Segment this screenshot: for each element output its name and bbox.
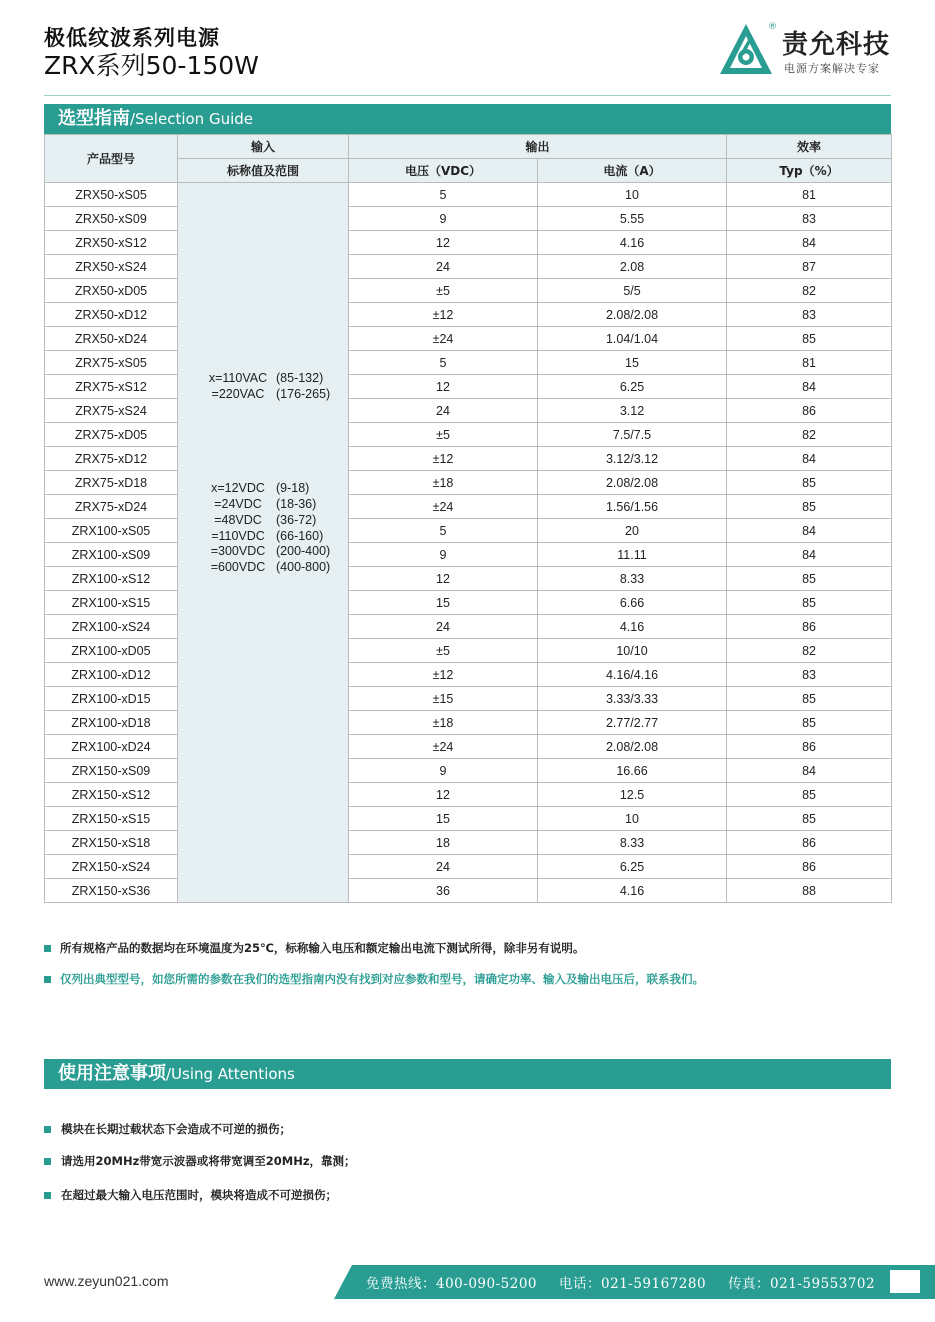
model-cell: ZRX150-xS18 (45, 831, 178, 855)
footer-page-box (890, 1270, 920, 1293)
input-nominal-value: =24VDC (214, 497, 262, 512)
output-current-cell: 3.12/3.12 (538, 447, 727, 471)
note-text: 所有规格产品的数据均在环境温度为25℃，标称输入电压和额定输出电流下测试所得，除非另有说明。 (60, 941, 585, 955)
table-row (45, 783, 892, 807)
efficiency-cell: 81 (727, 183, 892, 207)
header-input: 输入 (178, 135, 349, 159)
table-row (45, 639, 892, 663)
input-range-line (200, 481, 348, 497)
output-current-cell: 10 (538, 807, 727, 831)
model-cell: ZRX150-xS09 (45, 759, 178, 783)
selection-guide-table (44, 134, 892, 903)
efficiency-cell: 85 (727, 327, 892, 351)
output-voltage-cell: 18 (349, 831, 538, 855)
output-voltage-cell: 5 (349, 519, 538, 543)
input-range-value: (176-265) (276, 386, 331, 401)
output-voltage-cell: ±5 (349, 423, 538, 447)
table-row (45, 735, 892, 759)
model-cell: ZRX150-xS24 (45, 855, 178, 879)
output-voltage-cell: ±5 (349, 639, 538, 663)
efficiency-cell: 85 (727, 567, 892, 591)
model-cell: ZRX75-xD12 (45, 447, 178, 471)
document-title: 极低纹波系列电源 (44, 26, 220, 50)
attention-text: 模块在长期过载状态下会造成不可逆的损伤； (61, 1122, 291, 1136)
output-voltage-cell: ±15 (349, 687, 538, 711)
table-row (45, 495, 892, 519)
table-row (45, 879, 892, 903)
output-current-cell: 15 (538, 351, 727, 375)
output-current-cell: 4.16/4.16 (538, 663, 727, 687)
output-voltage-cell: 12 (349, 375, 538, 399)
table-row (45, 327, 892, 351)
table-row (45, 351, 892, 375)
input-range-value: (9-18) (276, 481, 310, 496)
table-row (45, 279, 892, 303)
header-input-range: 标称值及范围 (178, 159, 349, 183)
table-row (45, 711, 892, 735)
table-row (45, 663, 892, 687)
input-range-value: (400-800) (276, 559, 331, 574)
output-voltage-cell: 9 (349, 543, 538, 567)
output-voltage-cell: ±18 (349, 471, 538, 495)
model-cell: ZRX50-xS12 (45, 231, 178, 255)
output-current-cell: 4.16 (538, 615, 727, 639)
input-range-line (200, 513, 348, 529)
efficiency-cell: 84 (727, 447, 892, 471)
output-voltage-cell: ±24 (349, 327, 538, 351)
table-row (45, 399, 892, 423)
table-row (45, 591, 892, 615)
table-row (45, 231, 892, 255)
output-current-cell: 6.25 (538, 855, 727, 879)
output-current-cell: 3.12 (538, 399, 727, 423)
model-cell: ZRX100-xD18 (45, 711, 178, 735)
efficiency-cell: 85 (727, 783, 892, 807)
header-efficiency-typ: Typ（%） (727, 159, 892, 183)
brand-name: 责允科技 (782, 30, 891, 60)
efficiency-cell: 85 (727, 807, 892, 831)
attention-text: 请选用20MHz带宽示波器或将带宽调至20MHz，靠测； (61, 1154, 356, 1168)
input-nominal-value: =300VDC (210, 544, 266, 559)
footer-fax: 传真：021-59553702 (728, 1276, 876, 1292)
output-current-cell: 6.66 (538, 591, 727, 615)
ac-input-ranges (200, 371, 348, 402)
attentions-title: 使用注意事项 (58, 1063, 166, 1084)
output-current-cell: 3.33/3.33 (538, 687, 727, 711)
model-cell: ZRX100-xS12 (45, 567, 178, 591)
input-range-line (200, 529, 348, 545)
input-range-value: (85-132) (276, 371, 324, 385)
input-range-line (200, 387, 348, 403)
efficiency-cell: 83 (727, 663, 892, 687)
input-range-value: (200-400) (276, 544, 331, 559)
efficiency-cell: 81 (727, 351, 892, 375)
model-cell: ZRX75-xD18 (45, 471, 178, 495)
input-range-line (200, 497, 348, 513)
efficiency-cell: 86 (727, 399, 892, 423)
model-cell: ZRX100-xD24 (45, 735, 178, 759)
input-nominal-value: x=12VDC (211, 481, 265, 496)
model-cell: ZRX100-xS09 (45, 543, 178, 567)
output-voltage-cell: 12 (349, 567, 538, 591)
attention-text: 在超过最大输入电压范围时，模块将造成不可逆损伤； (61, 1188, 337, 1202)
model-cell: ZRX50-xD12 (45, 303, 178, 327)
output-voltage-cell: ±12 (349, 663, 538, 687)
bullet-square-icon (44, 1158, 51, 1165)
footer-contact-info (366, 1272, 875, 1292)
document-subtitle: ZRX系列50-150W (44, 51, 259, 80)
model-cell: ZRX75-xD05 (45, 423, 178, 447)
table-row (45, 831, 892, 855)
footer-hotline: 免费热线：400-090-5200 (366, 1276, 538, 1292)
table-row (45, 567, 892, 591)
model-cell: ZRX75-xS24 (45, 399, 178, 423)
model-cell: ZRX150-xS36 (45, 879, 178, 903)
input-range-cell (178, 183, 349, 903)
output-current-cell: 6.25 (538, 375, 727, 399)
model-cell: ZRX150-xS15 (45, 807, 178, 831)
efficiency-cell: 84 (727, 231, 892, 255)
table-row (45, 687, 892, 711)
header-efficiency: 效率 (727, 135, 892, 159)
output-voltage-cell: 12 (349, 231, 538, 255)
output-current-cell: 2.77/2.77 (538, 711, 727, 735)
efficiency-cell: 82 (727, 423, 892, 447)
output-voltage-cell: 24 (349, 255, 538, 279)
input-nominal-value: =110VDC (211, 528, 265, 543)
input-nominal-value: =600VDC (210, 559, 266, 574)
output-current-cell: 12.5 (538, 783, 727, 807)
input-range-value: (18-36) (276, 497, 317, 512)
selection-guide-title-bar (44, 104, 891, 134)
input-range-line (200, 371, 348, 387)
footer-phone: 电话：021-59167280 (559, 1276, 707, 1292)
output-voltage-cell: ±18 (349, 711, 538, 735)
note-typical-models (44, 971, 704, 987)
input-nominal-value: =220VAC (211, 386, 265, 401)
model-cell: ZRX100-xD15 (45, 687, 178, 711)
brand-slogan: 电源方案解决专家 (784, 62, 880, 75)
efficiency-cell: 84 (727, 759, 892, 783)
input-range-value: (36-72) (276, 512, 317, 527)
efficiency-cell: 86 (727, 615, 892, 639)
model-cell: ZRX75-xS12 (45, 375, 178, 399)
efficiency-cell: 85 (727, 495, 892, 519)
output-voltage-cell: 5 (349, 351, 538, 375)
output-current-cell: 11.11 (538, 543, 727, 567)
attentions-title-bar (44, 1059, 891, 1089)
output-current-cell: 1.04/1.04 (538, 327, 727, 351)
efficiency-cell: 83 (727, 303, 892, 327)
output-current-cell: 8.33 (538, 831, 727, 855)
table-row (45, 615, 892, 639)
table-row (45, 375, 892, 399)
table-row (45, 759, 892, 783)
input-range-line (200, 560, 348, 576)
output-current-cell: 2.08 (538, 255, 727, 279)
table-row (45, 447, 892, 471)
table-row (45, 207, 892, 231)
output-current-cell: 20 (538, 519, 727, 543)
model-cell: ZRX100-xS05 (45, 519, 178, 543)
table-row (45, 423, 892, 447)
model-cell: ZRX50-xS09 (45, 207, 178, 231)
input-nominal-value: x=110VAC (208, 371, 268, 385)
table-row (45, 519, 892, 543)
output-voltage-cell: 9 (349, 207, 538, 231)
output-voltage-cell: 15 (349, 591, 538, 615)
input-range-line (200, 544, 348, 560)
table-row (45, 303, 892, 327)
header-voltage: 电压（VDC） (349, 159, 538, 183)
note-test-conditions (44, 940, 584, 956)
output-current-cell: 2.08/2.08 (538, 303, 727, 327)
output-voltage-cell: ±5 (349, 279, 538, 303)
efficiency-cell: 84 (727, 375, 892, 399)
output-voltage-cell: 12 (349, 783, 538, 807)
efficiency-cell: 85 (727, 591, 892, 615)
output-current-cell: 8.33 (538, 567, 727, 591)
output-voltage-cell: 24 (349, 855, 538, 879)
output-voltage-cell: 15 (349, 807, 538, 831)
efficiency-cell: 82 (727, 279, 892, 303)
efficiency-cell: 84 (727, 519, 892, 543)
efficiency-cell: 83 (727, 207, 892, 231)
model-cell: ZRX75-xD24 (45, 495, 178, 519)
output-current-cell: 2.08/2.08 (538, 735, 727, 759)
model-cell: ZRX50-xS24 (45, 255, 178, 279)
model-cell: ZRX50-xD24 (45, 327, 178, 351)
model-cell: ZRX50-xS05 (45, 183, 178, 207)
table-row (45, 807, 892, 831)
selection-guide-title-en: /Selection Guide (130, 110, 253, 128)
output-current-cell: 16.66 (538, 759, 727, 783)
output-voltage-cell: 9 (349, 759, 538, 783)
attentions-title-en: /Using Attentions (166, 1065, 295, 1083)
registered-mark: ® (768, 22, 777, 32)
efficiency-cell: 86 (727, 855, 892, 879)
output-current-cell: 5.55 (538, 207, 727, 231)
header-divider (44, 95, 891, 96)
table-row (45, 855, 892, 879)
attention-item (44, 1187, 337, 1203)
header-output: 输出 (349, 135, 727, 159)
output-current-cell: 4.16 (538, 231, 727, 255)
bullet-square-icon (44, 945, 51, 952)
output-current-cell: 10 (538, 183, 727, 207)
table-row (45, 255, 892, 279)
footer-website-link[interactable]: www.zeyun021.com (44, 1273, 169, 1289)
selection-guide-title: 选型指南 (58, 108, 130, 129)
output-voltage-cell: ±12 (349, 303, 538, 327)
output-current-cell: 1.56/1.56 (538, 495, 727, 519)
brand-logo (718, 20, 918, 80)
attention-item (44, 1153, 356, 1169)
output-voltage-cell: 24 (349, 615, 538, 639)
table-row (45, 543, 892, 567)
bullet-square-icon (44, 1126, 51, 1133)
output-voltage-cell: ±12 (349, 447, 538, 471)
model-cell: ZRX100-xD12 (45, 663, 178, 687)
model-cell: ZRX100-xS15 (45, 591, 178, 615)
output-current-cell: 5/5 (538, 279, 727, 303)
efficiency-cell: 87 (727, 255, 892, 279)
output-voltage-cell: 36 (349, 879, 538, 903)
output-current-cell: 10/10 (538, 639, 727, 663)
efficiency-cell: 85 (727, 711, 892, 735)
output-current-cell: 2.08/2.08 (538, 471, 727, 495)
attention-item (44, 1121, 291, 1137)
brand-logo-icon (718, 22, 774, 76)
bullet-square-icon (44, 976, 51, 983)
efficiency-cell: 85 (727, 687, 892, 711)
output-current-cell: 4.16 (538, 879, 727, 903)
model-cell: ZRX150-xS12 (45, 783, 178, 807)
input-range-value: (66-160) (276, 528, 324, 543)
efficiency-cell: 86 (727, 735, 892, 759)
efficiency-cell: 84 (727, 543, 892, 567)
input-nominal-value: =48VDC (214, 512, 262, 527)
efficiency-cell: 85 (727, 471, 892, 495)
header-model: 产品型号 (45, 135, 178, 183)
table-row (45, 183, 892, 207)
output-voltage-cell: 5 (349, 183, 538, 207)
table-row (45, 471, 892, 495)
dc-input-ranges (200, 481, 348, 575)
model-cell: ZRX100-xS24 (45, 615, 178, 639)
efficiency-cell: 88 (727, 879, 892, 903)
output-voltage-cell: ±24 (349, 735, 538, 759)
header-current: 电流（A） (538, 159, 727, 183)
model-cell: ZRX50-xD05 (45, 279, 178, 303)
model-cell: ZRX100-xD05 (45, 639, 178, 663)
bullet-square-icon (44, 1192, 51, 1199)
output-current-cell: 7.5/7.5 (538, 423, 727, 447)
note-text: 仅列出典型型号，如您所需的参数在我们的选型指南内没有找到对应参数和型号，请确定功率、输入及输出电压后，联系我们。 (60, 972, 704, 986)
output-voltage-cell: 24 (349, 399, 538, 423)
efficiency-cell: 86 (727, 831, 892, 855)
output-voltage-cell: ±24 (349, 495, 538, 519)
model-cell: ZRX75-xS05 (45, 351, 178, 375)
efficiency-cell: 82 (727, 639, 892, 663)
